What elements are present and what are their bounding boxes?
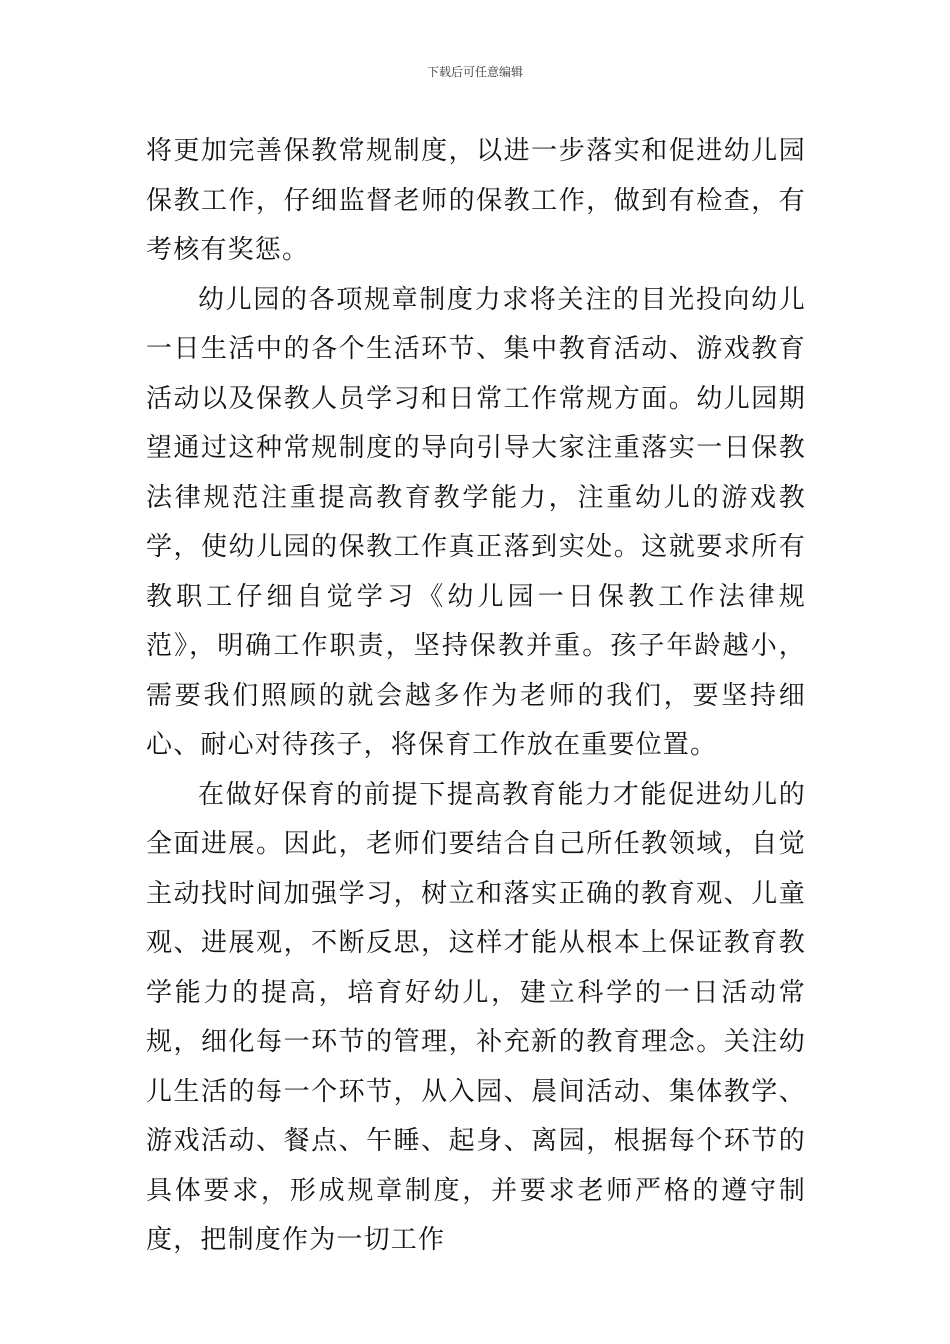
paragraph-2: 幼儿园的各项规章制度力求将关注的目光投向幼儿一日生活中的各个生活环节、集中教育活动、游戏教育活动以及保教人员学习和日常工作常规方面。幼儿园期望通过这种常规制度的导向引导大家注重落实一日保教法律规范注重提高教育教学能力，注重幼儿的游戏教学，使幼儿园的保教工作真正落到实处。这就要求所有教职工仔细自觉学习《幼儿园一日保教工作法律规范》，明确工作职责，坚持保教并重。孩子年龄越小，需要我们照顾的就会越多作为老师的我们，要坚持细心、耐心对待孩子，将保育工作放在重要位置。 [146, 284, 806, 760]
page-header-note: 下载后可任意编辑 [426, 65, 523, 79]
document-body [146, 127, 806, 1266]
paragraph-1: 将更加完善保教常规制度，以进一步落实和促进幼儿园保教工作，仔细监督老师的保教工作，做到有检查，有考核有奖惩。 [146, 136, 806, 265]
paragraph-3: 在做好保育的前提下提高教育能力才能促进幼儿的全面进展。因此，老师们要结合自己所任教领域，自觉主动找时间加强学习，树立和落实正确的教育观、儿童观、进展观，不断反思，这样才能从根本上保证教育教学能力的提高，培育好幼儿，建立科学的一日活动常规，细化每一环节的管理，补充新的教育理念。关注幼儿生活的每一个环节，从入园、晨间活动、集体教学、游戏活动、餐点、午睡、起身、离园，根据每个环节的具体要求，形成规章制度，并要求老师严格的遵守制度，把制度作为一切工作 [146, 779, 806, 1255]
